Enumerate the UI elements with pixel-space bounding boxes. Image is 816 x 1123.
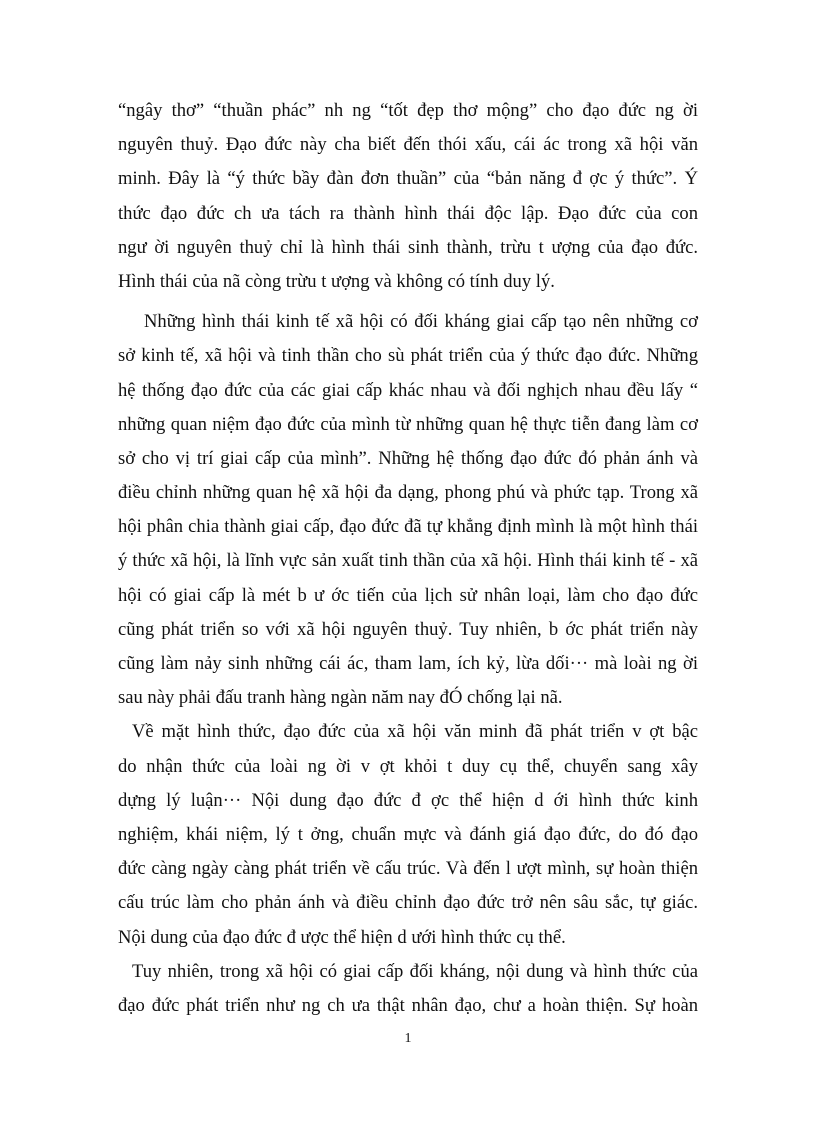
text-line: nguyên thuỷ. Đạo đức này cha biết đến thói xấu, cái ác trong xã hội văn: [118, 134, 698, 156]
text-line: Nội dung của đạo đức đ ược thể hiện d ưới hình thức cụ thể.: [118, 926, 566, 948]
text-line: cũng phát triển so với xã hội nguyên thuỷ. Tuy nhiên, b ớc phát triển này: [118, 618, 698, 640]
text-line: Tuy nhiên, trong xã hội có giai cấp đối kháng, nội dung và hình thức của: [132, 960, 698, 982]
text-line: đức càng ngày càng phát triển về cấu trúc. Và đến l ượt mình, sự hoàn thiện: [118, 858, 698, 880]
text-line: minh. Đây là “ý thức bầy đàn đơn thuần” của “bản năng đ ợc ý thức”. Ý: [118, 168, 698, 190]
text-line: do nhận thức của loài ng ời v ợt khỏi t duy cụ thể, chuyển sang xây: [118, 755, 698, 777]
text-line: cấu trúc làm cho phản ánh và điều chỉnh đạo đức trở nên sâu sắc, tự giác.: [118, 892, 698, 914]
page-number: 1: [404, 1031, 412, 1046]
text-line: Hình thái của nã còng trừu t ượng và không có tính duy lý.: [118, 270, 555, 292]
text-line: sở cho vị trí giai cấp của mình”. Những hệ thống đạo đức đó phản ánh và: [118, 447, 698, 469]
text-line: sau này phải đấu tranh hàng ngàn năm nay đÓ chống lại nã.: [118, 687, 563, 709]
text-line: hội phân chia thành giai cấp, đạo đức đã tự khẳng định mình là một hình thái: [118, 516, 698, 538]
text-line: Về mặt hình thức, đạo đức của xã hội văn minh đã phát triển v ợt bậc: [132, 721, 698, 743]
text-line: thức đạo đức ch ưa tách ra thành hình thái độc lập. Đạo đức của con: [118, 202, 698, 224]
text-line: “ngây thơ” “thuần phác” nh ng “tốt đẹp thơ mộng” cho đạo đức ng ời: [118, 100, 698, 121]
text-line: cũng làm nảy sinh những cái ác, tham lam, ích kỷ, lừa dối··· mà loài ng ời: [118, 653, 698, 674]
paragraph-1: [118, 94, 698, 299]
document-body: [118, 94, 698, 1023]
paragraph-2: [118, 305, 698, 715]
text-line: dựng lý luận··· Nội dung đạo đức đ ợc thể hiện d ới hình thức kinh: [118, 789, 698, 811]
paragraph-3: [118, 715, 698, 954]
text-line: đạo đức phát triển như ng ch ưa thật nhân đạo, chư a hoàn thiện. Sự hoàn: [118, 994, 698, 1016]
text-line: điều chỉnh những quan hệ xã hội đa dạng, phong phú và phức tạp. Trong xã: [118, 482, 698, 504]
text-line: ngư ời nguyên thuỷ chỉ là hình thái sinh thành, trừu t ượng của đạo đức.: [118, 236, 698, 258]
text-line: hội có giai cấp là mét b ư ớc tiến của lịch sử nhân loại, làm cho đạo đức: [118, 584, 698, 606]
paragraph-4: [118, 955, 698, 1023]
text-line: sở kinh tế, xã hội và tinh thần cho sù phát triển của ý thức đạo đức. Những: [118, 345, 698, 367]
text-line: những quan niệm đạo đức của mình từ những quan hệ thực tiễn đang làm cơ: [118, 413, 698, 435]
text-line: ý thức xã hội, là lĩnh vực sản xuất tinh thần của xã hội. Hình thái kinh tế - xã: [118, 550, 698, 572]
text-line: hệ thống đạo đức của các giai cấp khác nhau và đối nghịch nhau đều lấy “: [118, 379, 698, 401]
text-line: nghiệm, khái niệm, lý t ởng, chuẩn mực và đánh giá đạo đức, do đó đạo: [118, 823, 698, 845]
text-line: Những hình thái kinh tế xã hội có đối kháng giai cấp tạo nên những cơ: [144, 311, 698, 333]
